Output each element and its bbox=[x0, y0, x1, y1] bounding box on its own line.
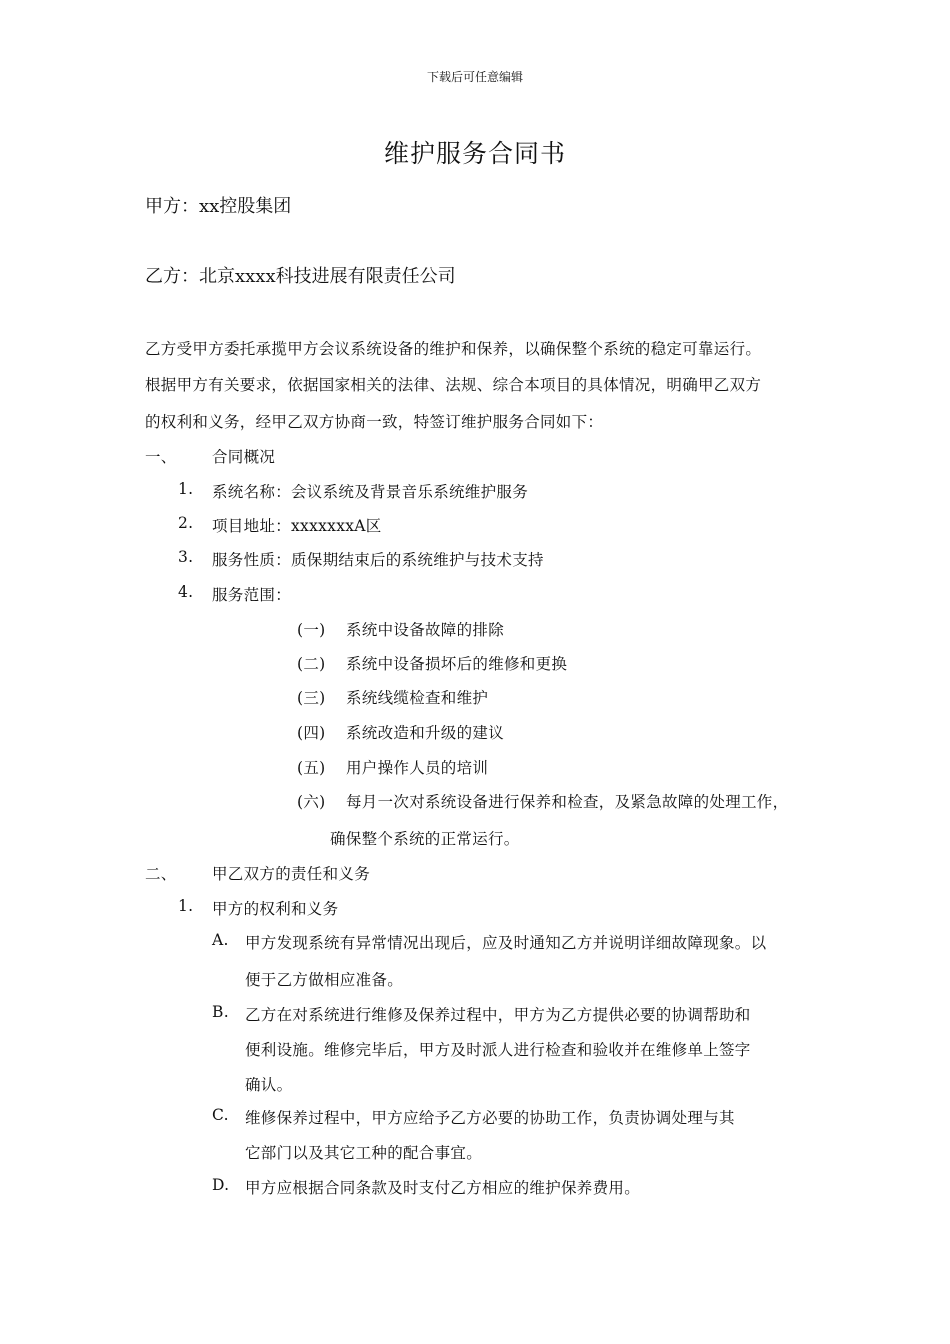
scope-item: 系统中设备损坏后的维修和更换 bbox=[346, 655, 568, 673]
section-2-title: 甲乙双方的责任和义务 bbox=[212, 865, 371, 883]
scope-item: 用户操作人员的培训 bbox=[346, 759, 489, 777]
clause-c-line: 维修保养过程中，甲方应给予乙方必要的协助工作，负责协调处理与其 bbox=[245, 1109, 735, 1127]
section-1-title: 合同概况 bbox=[212, 448, 276, 466]
scope-item: 系统改造和升级的建议 bbox=[346, 724, 505, 742]
party-a: 甲方：xx控股集团 bbox=[145, 196, 292, 217]
scope-number: (一) bbox=[297, 621, 326, 639]
item-system-name: 系统名称：会议系统及背景音乐系统维护服务 bbox=[212, 483, 529, 501]
clause-a-line: 便于乙方做相应准备。 bbox=[245, 971, 404, 989]
intro-line-3: 的权利和义务，经甲乙双方协商一致，特签订维护服务合同如下： bbox=[145, 413, 604, 431]
clause-a-line: 甲方发现系统有异常情况出现后，应及时通知乙方并说明详细故障现象。以 bbox=[245, 934, 767, 952]
header-note: 下载后可任意编辑 bbox=[426, 70, 523, 84]
clause-a-label: A. bbox=[212, 931, 229, 949]
scope-number: (四) bbox=[297, 724, 326, 742]
item-service-scope: 服务范围： bbox=[212, 586, 292, 604]
clause-b-line: 便利设施。维修完毕后，甲方及时派人进行检查和验收并在维修单上签字 bbox=[245, 1041, 751, 1059]
scope-item-continuation: 确保整个系统的正常运行。 bbox=[330, 830, 520, 848]
party-b: 乙方：北京xxxx科技进展有限责任公司 bbox=[145, 266, 456, 287]
clause-b-line: 确认。 bbox=[245, 1076, 293, 1094]
subsection-title: 甲方的权利和义务 bbox=[212, 900, 339, 918]
contract-title: 维护服务合同书 bbox=[383, 139, 566, 168]
clause-c-line: 它部门以及其它工种的配合事宜。 bbox=[245, 1144, 483, 1162]
item-project-address: 项目地址：xxxxxxxA区 bbox=[212, 517, 382, 535]
intro-line-2: 根据甲方有关要求，依据国家相关的法律、法规、综合本项目的具体情况，明确甲乙双方 bbox=[145, 376, 762, 394]
intro-line-1: 乙方受甲方委托承揽甲方会议系统设备的维护和保养，以确保整个系统的稳定可靠运行。 bbox=[145, 340, 762, 358]
clause-d-label: D. bbox=[212, 1176, 230, 1194]
scope-item: 系统中设备故障的排除 bbox=[346, 621, 505, 639]
clause-b-line: 乙方在对系统进行维修及保养过程中，甲方为乙方提供必要的协调帮助和 bbox=[245, 1006, 751, 1024]
scope-item: 系统线缆检查和维护 bbox=[346, 689, 489, 707]
clause-d-line: 甲方应根据合同条款及时支付乙方相应的维护保养费用。 bbox=[245, 1179, 641, 1197]
subsection-number: 1. bbox=[178, 897, 194, 915]
item-number: 1. bbox=[178, 480, 194, 498]
section-1-number: 一、 bbox=[145, 448, 177, 466]
scope-number: (二) bbox=[297, 655, 326, 673]
scope-item: 每月一次对系统设备进行保养和检查，及紧急故障的处理工作， bbox=[346, 793, 789, 811]
item-number: 2. bbox=[178, 514, 194, 532]
section-2-number: 二、 bbox=[145, 865, 177, 883]
item-service-nature: 服务性质：质保期结束后的系统维护与技术支持 bbox=[212, 551, 544, 569]
clause-b-label: B. bbox=[212, 1003, 229, 1021]
scope-number: (三) bbox=[297, 689, 326, 707]
item-number: 4. bbox=[178, 583, 194, 601]
scope-number: (五) bbox=[297, 759, 326, 777]
item-number: 3. bbox=[178, 548, 194, 566]
scope-number: (六) bbox=[297, 793, 326, 811]
clause-c-label: C. bbox=[212, 1106, 229, 1124]
